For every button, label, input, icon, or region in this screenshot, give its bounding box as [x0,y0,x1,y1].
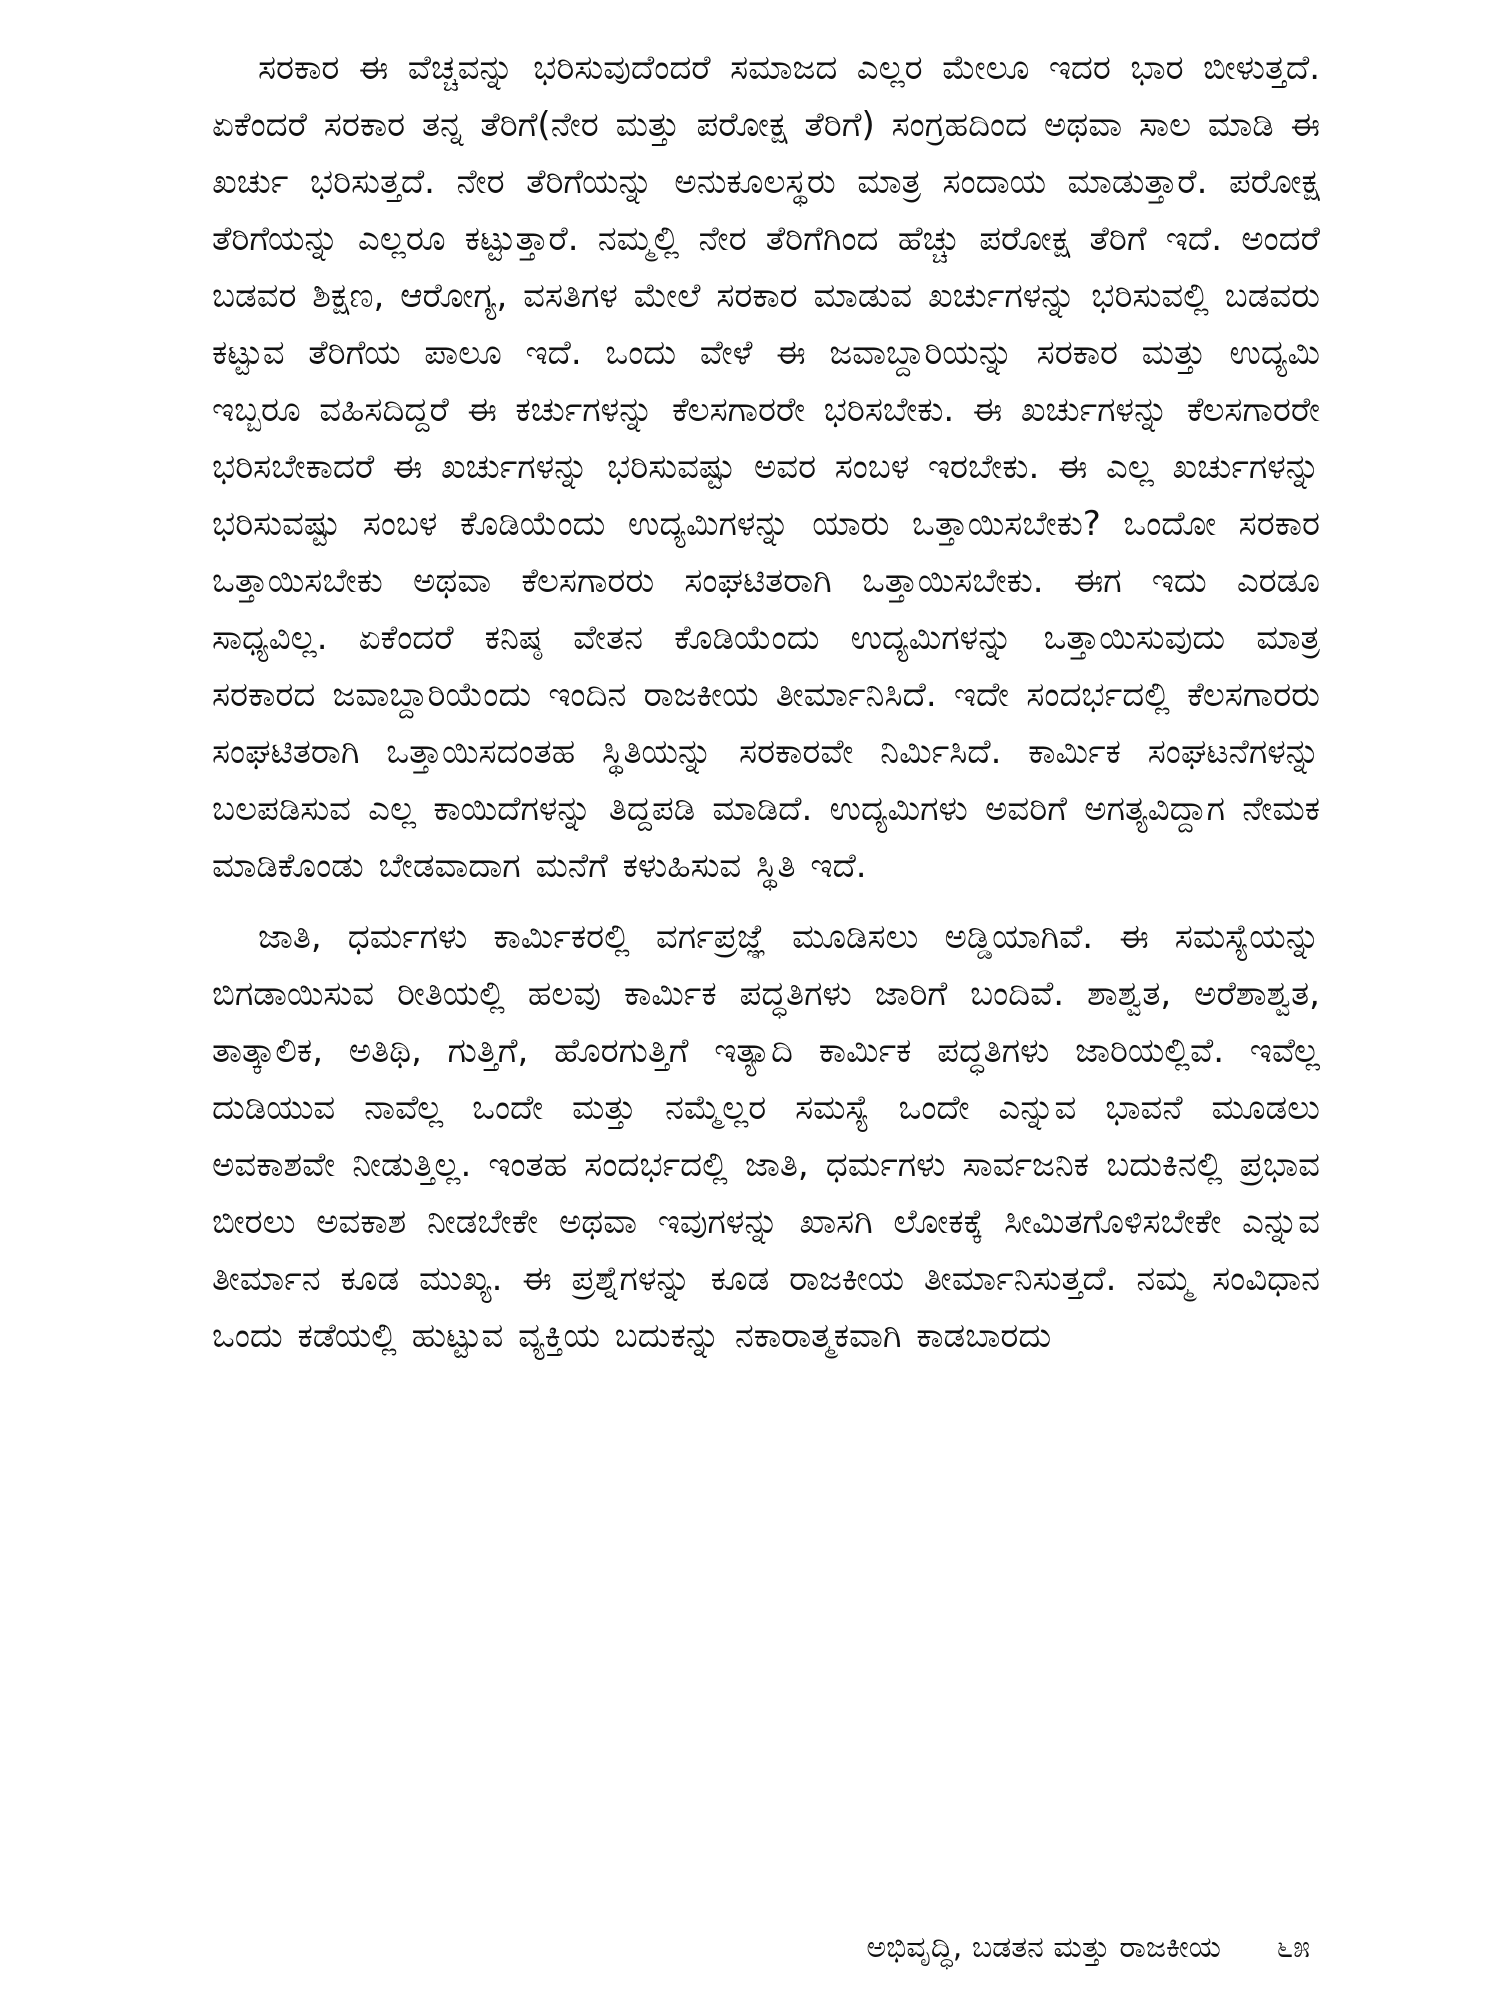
page-number: ೬೫ [1276,1930,1310,1965]
paragraph-1: ಸರಕಾರ ಈ ವೆಚ್ಚವನ್ನು ಭರಿಸುವುದೆಂದರೆ ಸಮಾಜದ ಎಲ್ಲರ ಮೇಲೂ ಇದರ ಭಾರ ಬೀಳುತ್ತದೆ. ಏಕೆಂದರೆ ಸರಕಾರ ತನ್ನ ತೆರಿಗೆ(ನೇರ ಮತ್ತು ಪರೋಕ್ಷ ತೆರಿಗೆ) ಸಂಗ್ರಹದಿಂದ ಅಥವಾ ಸಾಲ ಮಾಡಿ ಈ ಖರ್ಚು ಭರಿಸುತ್ತದೆ. ನೇರ ತೆರಿಗೆಯನ್ನು ಅನುಕೂಲಸ್ಥರು ಮಾತ್ರ ಸಂದಾಯ ಮಾಡುತ್ತಾರೆ. ಪರೋಕ್ಷ ತೆರಿಗೆಯನ್ನು ಎಲ್ಲರೂ ಕಟ್ಟುತ್ತಾರೆ. ನಮ್ಮಲ್ಲಿ ನೇರ ತೆರಿಗೆಗಿಂದ ಹೆಚ್ಚು ಪರೋಕ್ಷ ತೆರಿಗೆ ಇದೆ. ಅಂದರೆ ಬಡವರ ಶಿಕ್ಷಣ, ಆರೋಗ್ಯ, ವಸತಿಗಳ ಮೇಲೆ ಸರಕಾರ ಮಾಡುವ ಖರ್ಚುಗಳನ್ನು ಭರಿಸುವಲ್ಲಿ ಬಡವರು ಕಟ್ಟುವ ತೆರಿಗೆಯ ಪಾಲೂ ಇದೆ. ಒಂದು ವೇಳೆ ಈ ಜವಾಬ್ದಾರಿಯನ್ನು ಸರಕಾರ ಮತ್ತು ಉದ್ಯಮಿ ಇಬ್ಬರೂ ವಹಿಸದಿದ್ದರೆ ಈ ಕರ್ಚುಗಳನ್ನು ಕೆಲಸಗಾರರೇ ಭರಿಸಬೇಕು. ಈ ಖರ್ಚುಗಳನ್ನು ಕೆಲಸಗಾರರೇ ಭರಿಸಬೇಕಾದರೆ ಈ ಖರ್ಚುಗಳನ್ನು ಭರಿಸುವಷ್ಟು ಅವರ ಸಂಬಳ ಇರಬೇಕು. ಈ ಎಲ್ಲ ಖರ್ಚುಗಳನ್ನು ಭರಿಸುವಷ್ಟು ಸಂಬಳ ಕೊಡಿಯೆಂದು ಉದ್ಯಮಿಗಳನ್ನು ಯಾರು ಒತ್ತಾಯಿಸಬೇಕು? ಒಂದೋ ಸರಕಾರ ಒತ್ತಾಯಿಸಬೇಕು ಅಥವಾ ಕೆಲಸಗಾರರು ಸಂಘಟಿತರಾಗಿ ಒತ್ತಾಯಿಸಬೇಕು. ಈಗ ಇದು ಎರಡೂ ಸಾಧ್ಯವಿಲ್ಲ. ಏಕೆಂದರೆ ಕನಿಷ್ಠ ವೇತನ ಕೊಡಿಯೆಂದು ಉದ್ಯಮಿಗಳನ್ನು ಒತ್ತಾಯಿಸುವುದು ಮಾತ್ರ ಸರಕಾರದ ಜವಾಬ್ದಾರಿಯೆಂದು ಇಂದಿನ ರಾಜಕೀಯ ತೀರ್ಮಾನಿಸಿದೆ. ಇದೇ ಸಂದರ್ಭದಲ್ಲಿ ಕೆಲಸಗಾರರು ಸಂಘಟಿತರಾಗಿ ಒತ್ತಾಯಿಸದಂತಹ ಸ್ಥಿತಿಯನ್ನು ಸರಕಾರವೇ ನಿರ್ಮಿಸಿದೆ. ಕಾರ್ಮಿಕ ಸಂಘಟನೆಗಳನ್ನು ಬಲಪಡಿಸುವ ಎಲ್ಲ ಕಾಯಿದೆಗಳನ್ನು ತಿದ್ದಪಡಿ ಮಾಡಿದೆ. ಉದ್ಯಮಿಗಳು ಅವರಿಗೆ ಅಗತ್ಯವಿದ್ದಾಗ ನೇಮಕ ಮಾಡಿಕೊಂಡು ಬೇಡವಾದಾಗ ಮನೆಗೆ ಕಳುಹಿಸುವ ಸ್ಥಿತಿ ಇದೆ. [212,48,1320,886]
body-text [212,40,1320,1365]
paragraph-2: ಜಾತಿ, ಧರ್ಮಗಳು ಕಾರ್ಮಿಕರಲ್ಲಿ ವರ್ಗಪ್ರಜ್ಞೆ ಮೂಡಿಸಲು ಅಡ್ಡಿಯಾಗಿವೆ. ಈ ಸಮಸ್ಯೆಯನ್ನು ಬಿಗಡಾಯಿಸುವ ರೀತಿಯಲ್ಲಿ ಹಲವು ಕಾರ್ಮಿಕ ಪದ್ಧತಿಗಳು ಜಾರಿಗೆ ಬಂದಿವೆ. ಶಾಶ್ವತ, ಅರೆಶಾಶ್ವತ, ತಾತ್ಕಾಲಿಕ, ಅತಿಥಿ, ಗುತ್ತಿಗೆ, ಹೊರಗುತ್ತಿಗೆ ಇತ್ಯಾದಿ ಕಾರ್ಮಿಕ ಪದ್ಧತಿಗಳು ಜಾರಿಯಲ್ಲಿವೆ. ಇವೆಲ್ಲ ದುಡಿಯುವ ನಾವೆಲ್ಲ ಒಂದೇ ಮತ್ತು ನಮ್ಮೆಲ್ಲರ ಸಮಸ್ಯೆ ಒಂದೇ ಎನ್ನುವ ಭಾವನೆ ಮೂಡಲು ಅವಕಾಶವೇ ನೀಡುತ್ತಿಲ್ಲ. ಇಂತಹ ಸಂದರ್ಭದಲ್ಲಿ ಜಾತಿ, ಧರ್ಮಗಳು ಸಾರ್ವಜನಿಕ ಬದುಕಿನಲ್ಲಿ ಪ್ರಭಾವ ಬೀರಲು ಅವಕಾಶ ನೀಡಬೇಕೇ ಅಥವಾ ಇವುಗಳನ್ನು ಖಾಸಗಿ ಲೋಕಕ್ಕೆ ಸೀಮಿತಗೊಳಿಸಬೇಕೇ ಎನ್ನುವ ತೀರ್ಮಾನ ಕೂಡ ಮುಖ್ಯ. ಈ ಪ್ರಶ್ನೆಗಳನ್ನು ಕೂಡ ರಾಜಕೀಯ ತೀರ್ಮಾನಿಸುತ್ತದೆ. ನಮ್ಮ ಸಂವಿಧಾನ ಒಂದು ಕಡೆಯಲ್ಲಿ ಹುಟ್ಟುವ ವ್ಯಕ್ತಿಯ ಬದುಕನ್ನು ನಕಾರಾತ್ಮಕವಾಗಿ ಕಾಡಬಾರದು [212,917,1320,1356]
page-footer [866,1928,1310,1968]
running-title: ಅಭಿವೃದ್ಧಿ, ಬಡತನ ಮತ್ತು ರಾಜಕೀಯ [866,1930,1221,1965]
